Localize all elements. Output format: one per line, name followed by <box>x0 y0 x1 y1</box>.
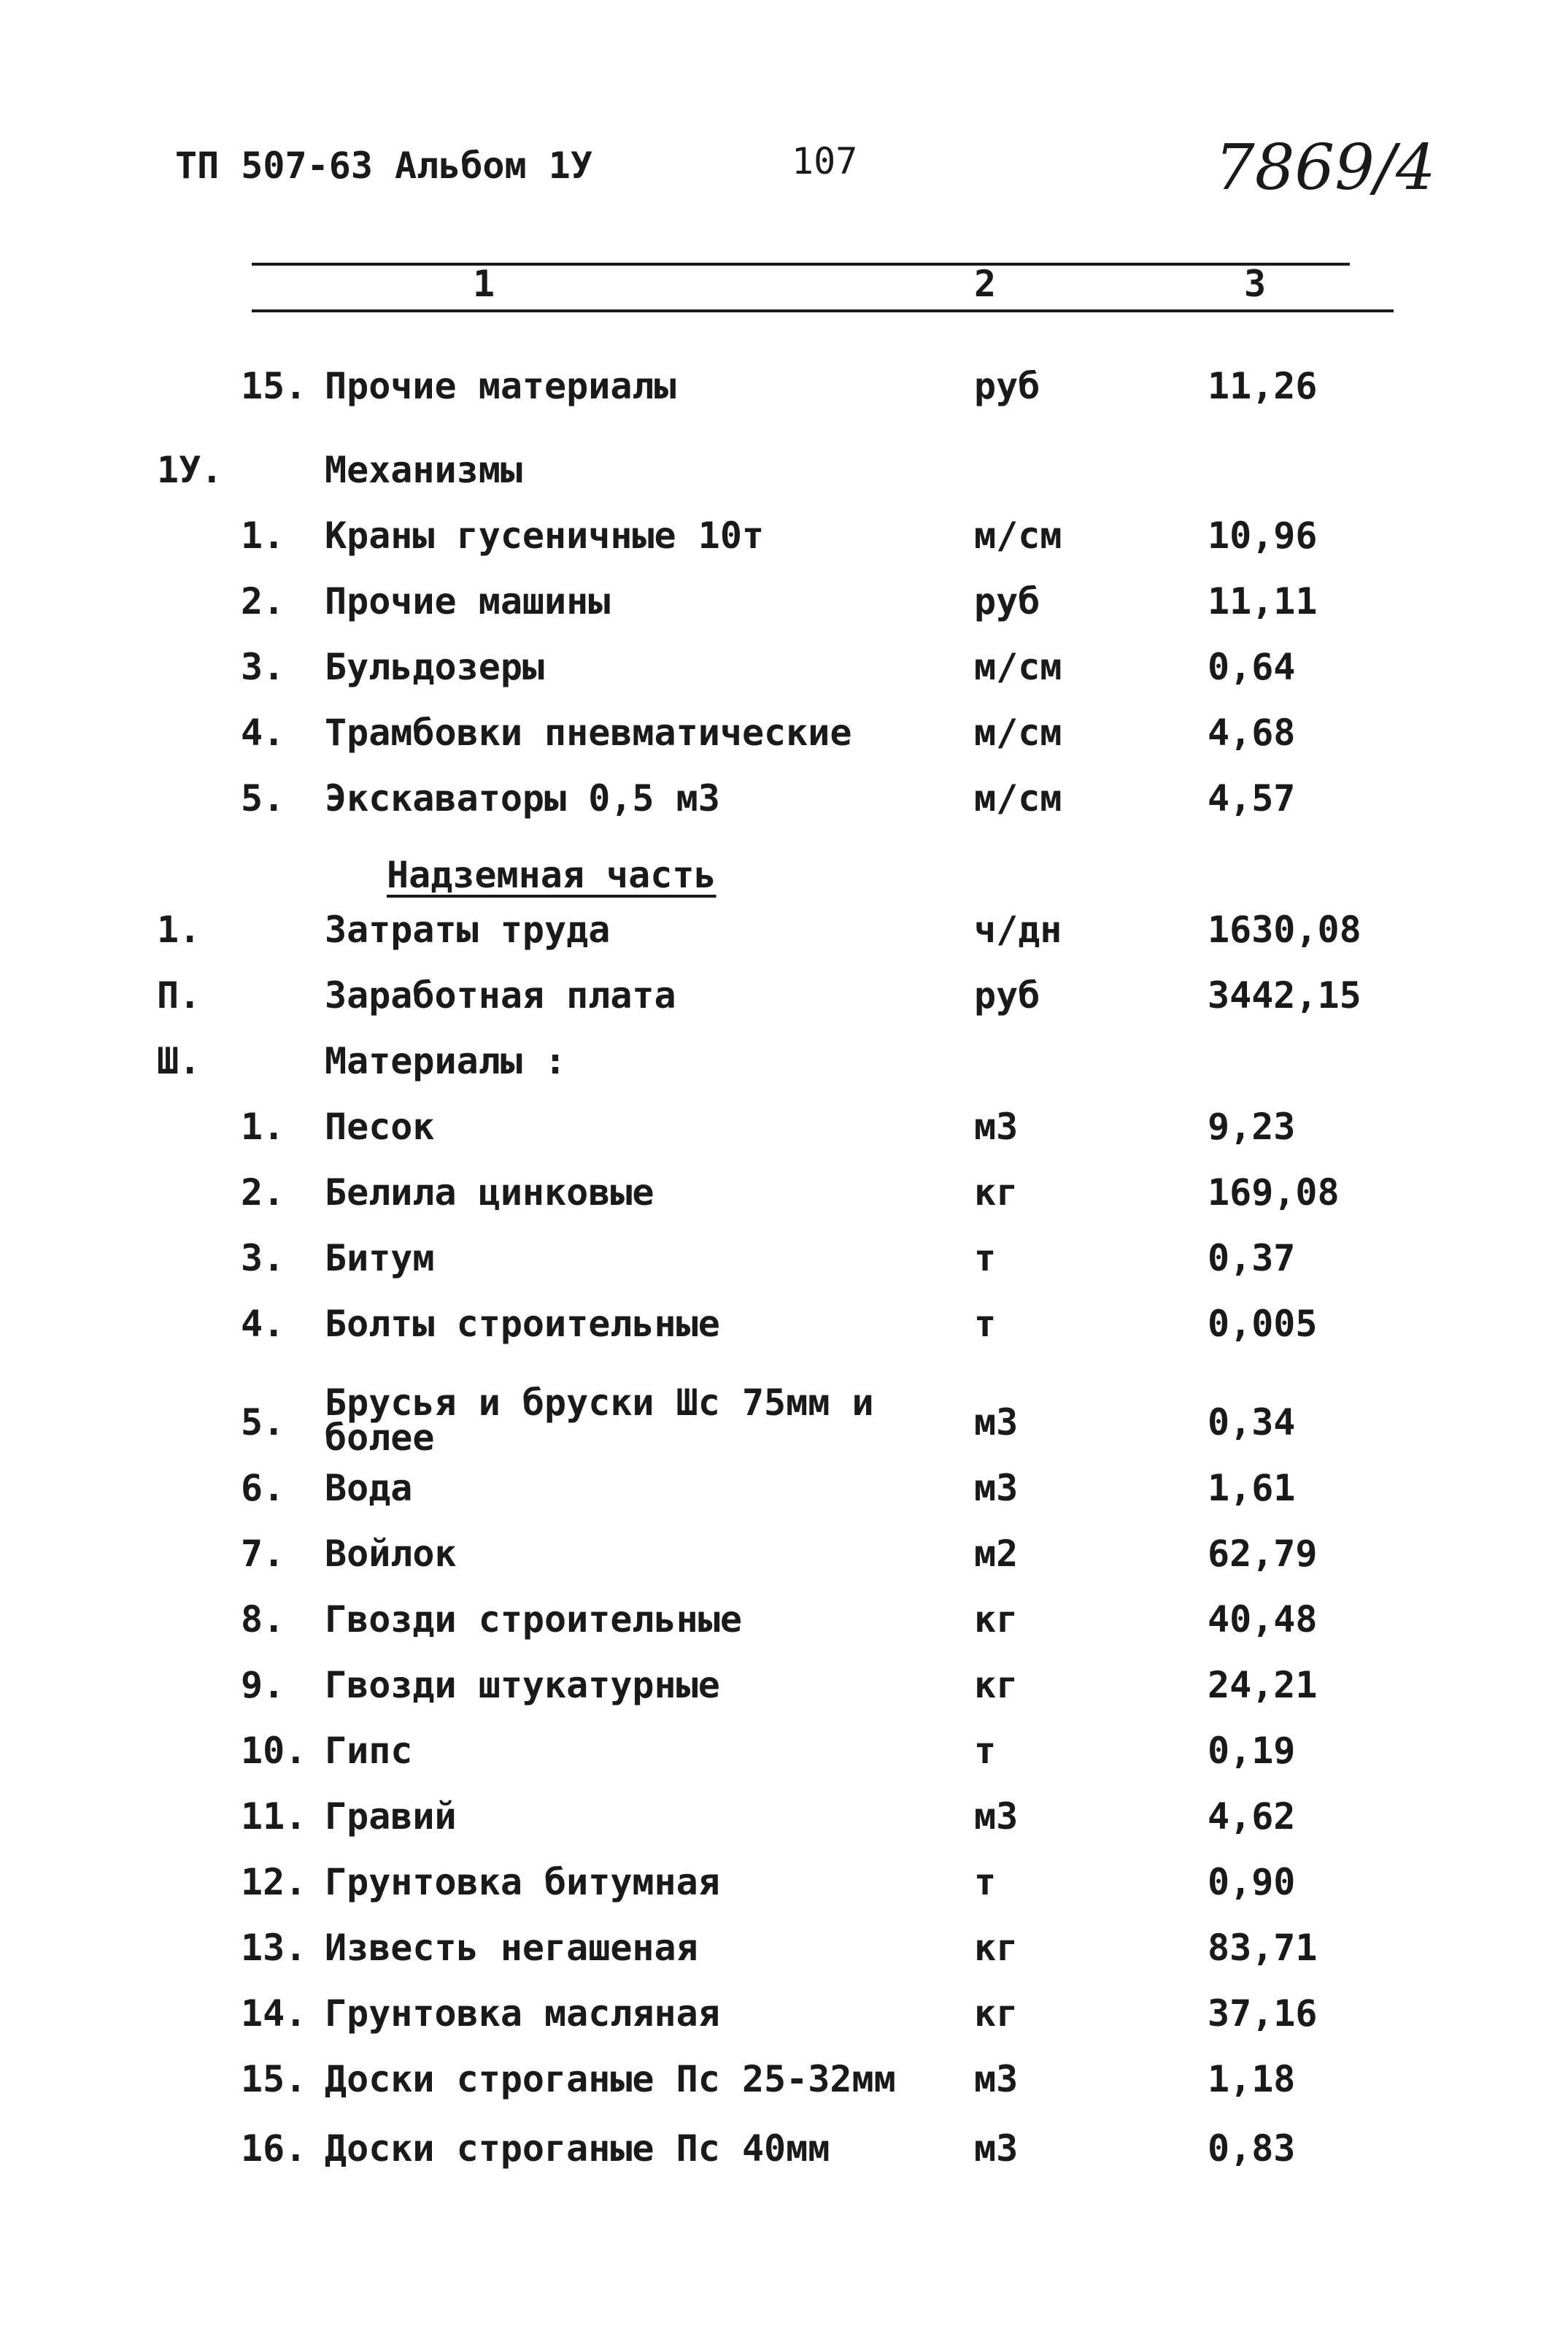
row-name: Механизмы <box>325 449 522 491</box>
row-value: 24,21 <box>1208 1664 1318 1706</box>
row-name: Заработная плата <box>325 974 676 1017</box>
row-unit: м3 <box>974 2127 1019 2170</box>
handwritten-number: 7869/4 <box>1215 131 1436 204</box>
row-section-number: 1У. <box>157 449 223 491</box>
row-value: 10,96 <box>1208 514 1318 557</box>
row-value: 11,11 <box>1208 580 1318 623</box>
row-item-number: 9. <box>241 1664 285 1706</box>
row-unit: м/см <box>974 514 1062 557</box>
row-value: 9,23 <box>1208 1106 1296 1148</box>
row-name: Вода <box>325 1467 413 1509</box>
row-name: Грунтовка масляная <box>325 1992 720 2035</box>
row-section-number: 1. <box>157 909 201 951</box>
row-item-number: 8. <box>241 1598 285 1641</box>
row-item-number: 4. <box>241 712 285 754</box>
row-value: 40,48 <box>1208 1598 1318 1641</box>
row-value: 4,62 <box>1208 1795 1296 1838</box>
row-value: 0,64 <box>1208 646 1296 688</box>
row-value: 3442,15 <box>1208 974 1362 1017</box>
row-name: Затраты труда <box>325 909 611 951</box>
row-item-number: 7. <box>241 1533 285 1575</box>
row-value: 0,19 <box>1208 1730 1296 1772</box>
row-name-line-1: Брусья и бруски Шс 75мм и <box>325 1381 874 1424</box>
row-item-number: 10. <box>241 1730 307 1772</box>
row-unit: м/см <box>974 777 1062 820</box>
row-value: 62,79 <box>1208 1533 1318 1575</box>
row-unit: т <box>974 1730 997 1772</box>
row-name: Болты строительные <box>325 1303 720 1345</box>
row-name: Трамбовки пневматические <box>325 712 852 754</box>
row-name: Гипс <box>325 1730 413 1772</box>
row-name: Бульдозеры <box>325 646 545 688</box>
row-item-number: 3. <box>241 1237 285 1279</box>
row-item-number: 2. <box>241 1171 285 1214</box>
row-unit: м3 <box>974 1106 1019 1148</box>
row-unit: м/см <box>974 646 1062 688</box>
row-unit: кг <box>974 1664 1019 1706</box>
row-name: Экскаваторы 0,5 м3 <box>325 777 720 820</box>
row-unit: кг <box>974 1171 1019 1214</box>
column-header-1: 1 <box>473 263 495 305</box>
row-unit: м3 <box>974 2058 1019 2100</box>
row-name: Грунтовка битумная <box>325 1861 720 1903</box>
row-unit: т <box>974 1237 997 1279</box>
row-name: Войлок <box>325 1533 457 1575</box>
row-name: Материалы : <box>325 1040 567 1082</box>
row-value: 0,37 <box>1208 1237 1296 1279</box>
row-unit: ч/дн <box>974 909 1062 951</box>
row-value: 83,71 <box>1208 1927 1318 1969</box>
row-value: 0,34 <box>1208 1401 1296 1444</box>
table-top-rule <box>252 263 1350 266</box>
row-name: Белила цинковые <box>325 1171 654 1214</box>
row-unit: кг <box>974 1992 1019 2035</box>
row-item-number: 4. <box>241 1303 285 1345</box>
row-item-number: 5. <box>241 1401 285 1444</box>
row-value: 0,005 <box>1208 1303 1318 1345</box>
row-unit: т <box>974 1303 997 1345</box>
row-unit: м3 <box>974 1467 1019 1509</box>
row-name: Песок <box>325 1106 435 1148</box>
row-unit: кг <box>974 1927 1019 1969</box>
row-name: Прочие машины <box>325 580 611 623</box>
document-code: ТП 507-63 Альбом 1У <box>175 144 592 187</box>
row-value: 4,57 <box>1208 777 1296 820</box>
row-value: 1,18 <box>1208 2058 1296 2100</box>
row-name <box>325 1381 874 1459</box>
row-value: 37,16 <box>1208 1992 1318 2035</box>
row-name: Доски строганые Пс 40мм <box>325 2127 830 2170</box>
row-item-number: 15. <box>241 2058 307 2100</box>
row-unit: м2 <box>974 1533 1019 1575</box>
row-item-number: 5. <box>241 777 285 820</box>
row-item-number: 16. <box>241 2127 307 2170</box>
row-name: Битум <box>325 1237 435 1279</box>
row-item-number: 1. <box>241 1106 285 1148</box>
row-item-number: 2. <box>241 580 285 623</box>
section-subheading: Надземная часть <box>387 854 717 896</box>
row-item-number: 6. <box>241 1467 285 1509</box>
row-unit: м3 <box>974 1401 1019 1444</box>
row-item-number: 11. <box>241 1795 307 1838</box>
row-unit: руб <box>974 365 1040 407</box>
row-value: 1630,08 <box>1208 909 1362 951</box>
row-item-number: 12. <box>241 1861 307 1903</box>
row-unit: т <box>974 1861 997 1903</box>
row-value: 11,26 <box>1208 365 1318 407</box>
row-unit: м3 <box>974 1795 1019 1838</box>
row-value: 1,61 <box>1208 1467 1296 1509</box>
row-item-number: 3. <box>241 646 285 688</box>
column-header-2: 2 <box>974 263 997 305</box>
column-header-3: 3 <box>1244 263 1267 305</box>
row-name: Гвозди штукатурные <box>325 1664 720 1706</box>
row-name: Гравий <box>325 1795 457 1838</box>
table-header-rule <box>252 309 1394 312</box>
row-value: 169,08 <box>1208 1171 1340 1214</box>
row-name: Краны гусеничные 10т <box>325 514 765 557</box>
row-name: Доски строганые Пс 25-32мм <box>325 2058 896 2100</box>
page-number: 107 <box>792 140 858 182</box>
row-value: 4,68 <box>1208 712 1296 754</box>
row-item-number: 13. <box>241 1927 307 1969</box>
row-name-line-2: более <box>325 1417 435 1459</box>
row-item-number: 1. <box>241 514 285 557</box>
row-name: Известь негашеная <box>325 1927 698 1969</box>
row-unit: руб <box>974 974 1040 1017</box>
row-name: Гвозди строительные <box>325 1598 742 1641</box>
row-unit: руб <box>974 580 1040 623</box>
row-item-number: 15. <box>241 365 307 407</box>
row-name: Прочие материалы <box>325 365 676 407</box>
row-section-number: П. <box>157 974 201 1017</box>
row-value: 0,90 <box>1208 1861 1296 1903</box>
row-item-number: 14. <box>241 1992 307 2035</box>
row-unit: кг <box>974 1598 1019 1641</box>
row-unit: м/см <box>974 712 1062 754</box>
row-value: 0,83 <box>1208 2127 1296 2170</box>
row-section-number: Ш. <box>157 1040 201 1082</box>
